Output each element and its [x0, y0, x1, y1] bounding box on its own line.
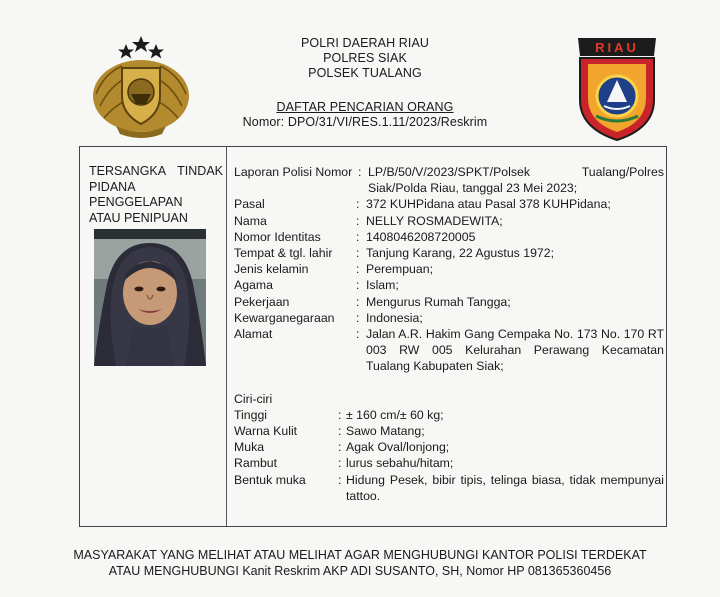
trait-value: Agak Oval/lonjong;: [346, 440, 450, 455]
notice-line-2: ATAU MENGHUBUNGI Kanit Reskrim AKP ADI SUSANTO, SH, Nomor HP 081365360456: [108, 564, 612, 578]
document-header: [230, 36, 500, 130]
category-line-3: ATAU PENIPUAN: [89, 210, 188, 225]
field-value: Mengurus Rumah Tangga;: [366, 294, 511, 309]
field-row: Alamat : Jalan A.R. Hakim Gang Cempaka No. 173 No. 170 RT 003 RW 005 Kelurahan Perawang Kecamatan Tualang Kabupaten Siak;: [234, 327, 664, 374]
field-label: Laporan Polisi Nomor: [234, 165, 353, 179]
trait-value: Sawo Matang;: [346, 424, 425, 439]
field-value: Jalan A.R. Hakim Gang Cempaka No. 173 No. 170 RT 003 RW 005 Kelurahan Perawang Kecamatan Tualang Kabupaten Siak;: [366, 327, 664, 374]
trait-row: Tinggi : ± 160 cm/± 60 kg;: [234, 407, 664, 423]
field-row: Tempat & tgl. lahir : Tanjung Karang, 22 Agustus 1972;: [234, 245, 664, 261]
trait-row: Muka : Agak Oval/lonjong;: [234, 439, 664, 455]
document-number: Nomor: DPO/31/VI/RES.1.11/2023/Reskrim: [242, 115, 488, 129]
header-polres: POLRES SIAK: [323, 51, 407, 65]
trait-value: lurus sebahu/hitam;: [346, 456, 454, 471]
notice-line-1: MASYARAKAT YANG MELIHAT ATAU MELIHAT AGAR MENGHUBUNGI KANTOR POLISI TERDEKAT: [73, 548, 647, 562]
column-divider: [226, 147, 227, 526]
trait-label: Tinggi: [234, 407, 268, 422]
field-value: NELLY ROSMADEWITA;: [366, 213, 503, 228]
header-polda: POLRI DAERAH RIAU: [300, 36, 430, 50]
trait-value: ± 160 cm/± 60 kg;: [346, 407, 444, 422]
field-row: Nomor Identitas : 1408046208720005: [234, 229, 664, 245]
field-value: Islam;: [366, 278, 399, 293]
trait-row: Warna Kulit : Sawo Matang;: [234, 423, 664, 439]
field-value: 1408046208720005: [366, 229, 476, 244]
polri-emblem-icon: [86, 34, 196, 144]
document-title: DAFTAR PENCARIAN ORANG: [276, 100, 454, 114]
field-row: Nama : NELLY ROSMADEWITA;: [234, 213, 664, 229]
trait-label: Bentuk muka: [234, 472, 306, 487]
category-word-1: TERSANGKA: [89, 164, 167, 178]
field-row: Pekerjaan : Mengurus Rumah Tangga;: [234, 294, 664, 310]
trait-row: Rambut : lurus sebahu/hitam;: [234, 455, 664, 471]
field-value: Tanjung Karang, 22 Agustus 1972;: [366, 246, 555, 261]
field-label: Pasal: [234, 197, 265, 212]
field-label: Pekerjaan: [234, 294, 290, 309]
field-label: Nama: [234, 213, 267, 228]
field-label: Jenis kelamin: [234, 262, 309, 277]
field-label: Agama: [234, 278, 273, 293]
field-row: Agama : Islam;: [234, 277, 664, 293]
trait-label: Rambut: [234, 456, 278, 471]
physical-traits-heading: Ciri-ciri: [234, 391, 273, 406]
field-value: LP/B/50/V/2023/SPKT/Polsek Tualang/Polres Siak/Polda Riau, tanggal 23 Mei 2023;: [368, 165, 664, 196]
trait-label: Warna Kulit: [234, 424, 298, 439]
category-line-2: PIDANA PENGGELAPAN: [89, 179, 183, 209]
identity-fields: [234, 164, 664, 504]
field-row: Laporan Polisi Nomor : LP/B/50/V/2023/SPKT/Polsek Tualang/Polres Siak/Polda Riau, tanggal 23 Mei 2023;: [234, 165, 664, 196]
trait-value: Hidung Pesek, bibir tipis, telinga biasa, tidak mempunyai tattoo.: [346, 472, 664, 503]
field-value: Indonesia;: [366, 310, 423, 325]
polda-riau-shield-icon: [574, 34, 660, 144]
trait-row: Bentuk muka : Hidung Pesek, bibir tipis, telinga biasa, tidak mempunyai tattoo.: [234, 472, 664, 503]
field-label: Nomor Identitas: [234, 229, 321, 244]
field-row: Kewarganegaraan : Indonesia;: [234, 310, 664, 326]
field-value: Perempuan;: [366, 262, 433, 277]
field-row: Jenis kelamin : Perempuan;: [234, 261, 664, 277]
case-category: [89, 164, 223, 226]
field-value: 372 KUHPidana atau Pasal 378 KUHPidana;: [366, 197, 611, 212]
field-label: Kewarganegaraan: [234, 310, 335, 325]
emblem-riau-text: RIAU: [595, 40, 639, 55]
trait-label: Muka: [234, 440, 265, 455]
field-label: Alamat: [234, 327, 273, 342]
contact-notice: [0, 547, 720, 579]
category-word-2: TINDAK: [177, 164, 223, 178]
header-polsek: POLSEK TUALANG: [308, 66, 422, 80]
field-label: Tempat & tgl. lahir: [234, 246, 333, 261]
suspect-photo: [94, 229, 206, 366]
wanted-details-box: [79, 146, 667, 527]
field-row: Pasal : 372 KUHPidana atau Pasal 378 KUHPidana;: [234, 196, 664, 212]
